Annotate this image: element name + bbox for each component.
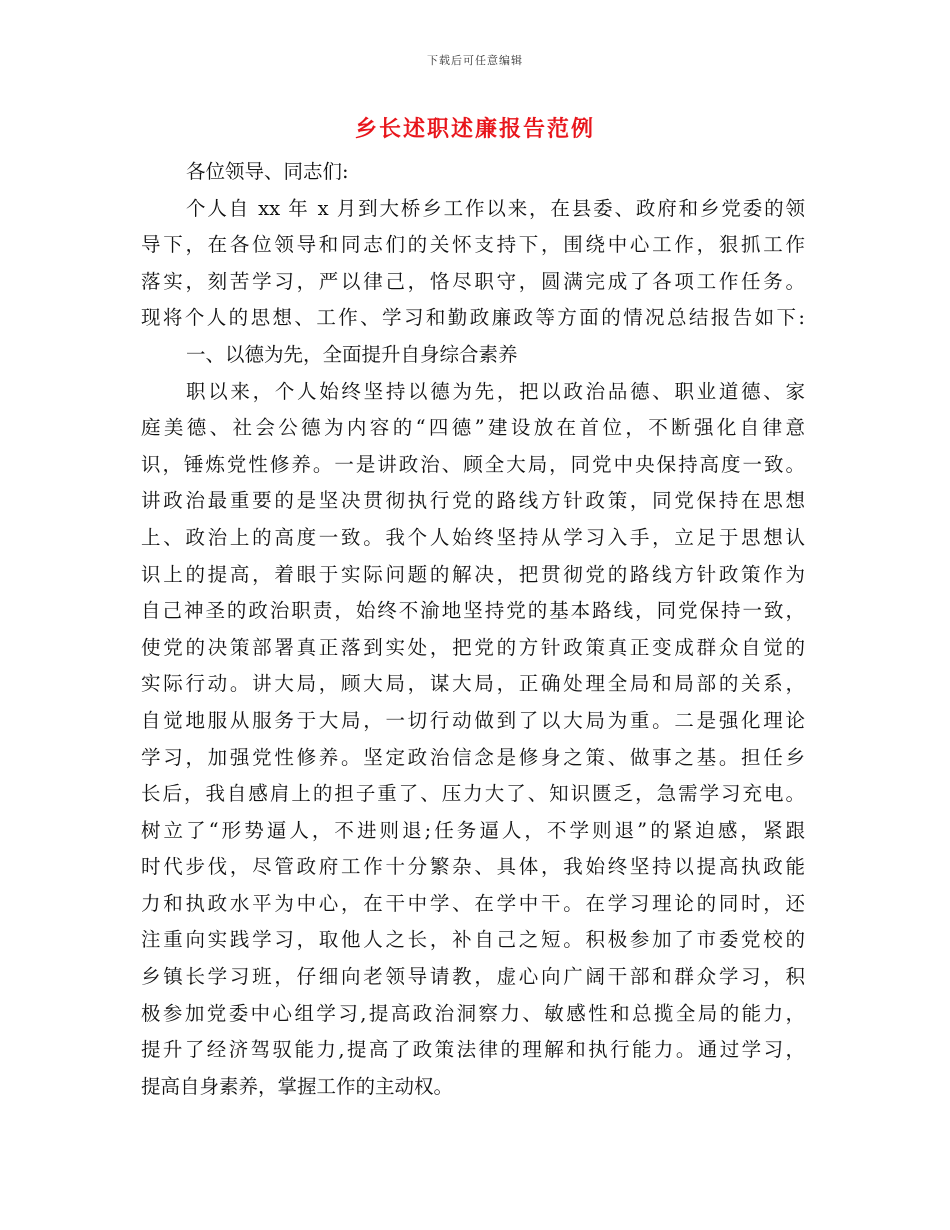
document-body: [141, 154, 805, 1105]
body-line: 树立了“形势逼人，不进则退;任务逼人，不学则退”的紧迫感，紧跟: [141, 818, 805, 842]
body-line: 乡镇长学习班，仔细向老领导请教，虚心向广阔干部和群众学习，积: [141, 965, 805, 989]
body-line: 实际行动。讲大局，顾大局，谋大局，正确处理全局和局部的关系，: [141, 672, 805, 696]
body-line: 时代步伐，尽管政府工作十分繁杂、具体，我始终坚持以提高执政能: [141, 855, 805, 879]
body-line: 注重向实践学习，取他人之长，补自己之短。积极参加了市委党校的: [141, 928, 805, 952]
body-line: 自己神圣的政治职责，始终不渝地坚持党的基本路线，同党保持一致，: [141, 599, 805, 623]
body-line: 力和执政水平为中心，在干中学、在学中干。在学习理论的同时，还: [141, 891, 805, 915]
body-line: 导下，在各位领导和同志们的关怀支持下，围绕中心工作，狠抓工作: [141, 233, 805, 257]
body-line: 上、政治上的高度一致。我个人始终坚持从学习入手，立足于思想认: [141, 525, 805, 549]
body-line: 识，锤炼党性修养。一是讲政治、顾全大局，同党中央保持高度一致。: [141, 452, 805, 476]
body-line: 各位领导、同志们:: [186, 160, 349, 183]
body-line: 一、以德为先，全面提升自身综合素养: [186, 342, 518, 366]
body-line: 使党的决策部署真正落到实处，把党的方针政策真正变成群众自觉的: [141, 635, 805, 659]
header-note: 下载后可任意编辑: [427, 54, 523, 67]
body-line: 落实，刻苦学习，严以律己，恪尽职守，圆满完成了各项工作任务。: [141, 269, 805, 293]
body-line: 个人自 xx 年 x 月到大桥乡工作以来，在县委、政府和乡党委的领: [186, 196, 805, 220]
document-title: 乡长述职述廉报告范例: [354, 116, 595, 142]
body-line: 长后，我自感肩上的担子重了、压力大了、知识匮乏，急需学习充电。: [141, 782, 805, 806]
body-line: 讲政治最重要的是坚决贯彻执行党的路线方针政策，同党保持在思想: [141, 489, 805, 513]
body-line: 极参加党委中心组学习,提高政治洞察力、敏感性和总揽全局的能力，: [141, 1001, 805, 1025]
body-line: 识上的提高，着眼于实际问题的解决，把贯彻党的路线方针政策作为: [141, 562, 805, 586]
body-line: 提升了经济驾驭能力,提高了政策法律的理解和执行能力。通过学习，: [141, 1038, 805, 1062]
body-line: 自觉地服从服务于大局，一切行动做到了以大局为重。二是强化理论: [141, 708, 805, 732]
body-line: 职以来，个人始终坚持以德为先，把以政治品德、职业道德、家: [186, 379, 805, 403]
body-line: 庭美德、社会公德为内容的“四德”建设放在首位，不断强化自律意: [141, 416, 805, 440]
body-line: 学习，加强党性修养。坚定政治信念是修身之策、做事之基。担任乡: [141, 745, 805, 769]
body-line: 提高自身素养，掌握工作的主动权。: [141, 1074, 454, 1098]
body-line: 现将个人的思想、工作、学习和勤政廉政等方面的情况总结报告如下:: [141, 306, 805, 330]
